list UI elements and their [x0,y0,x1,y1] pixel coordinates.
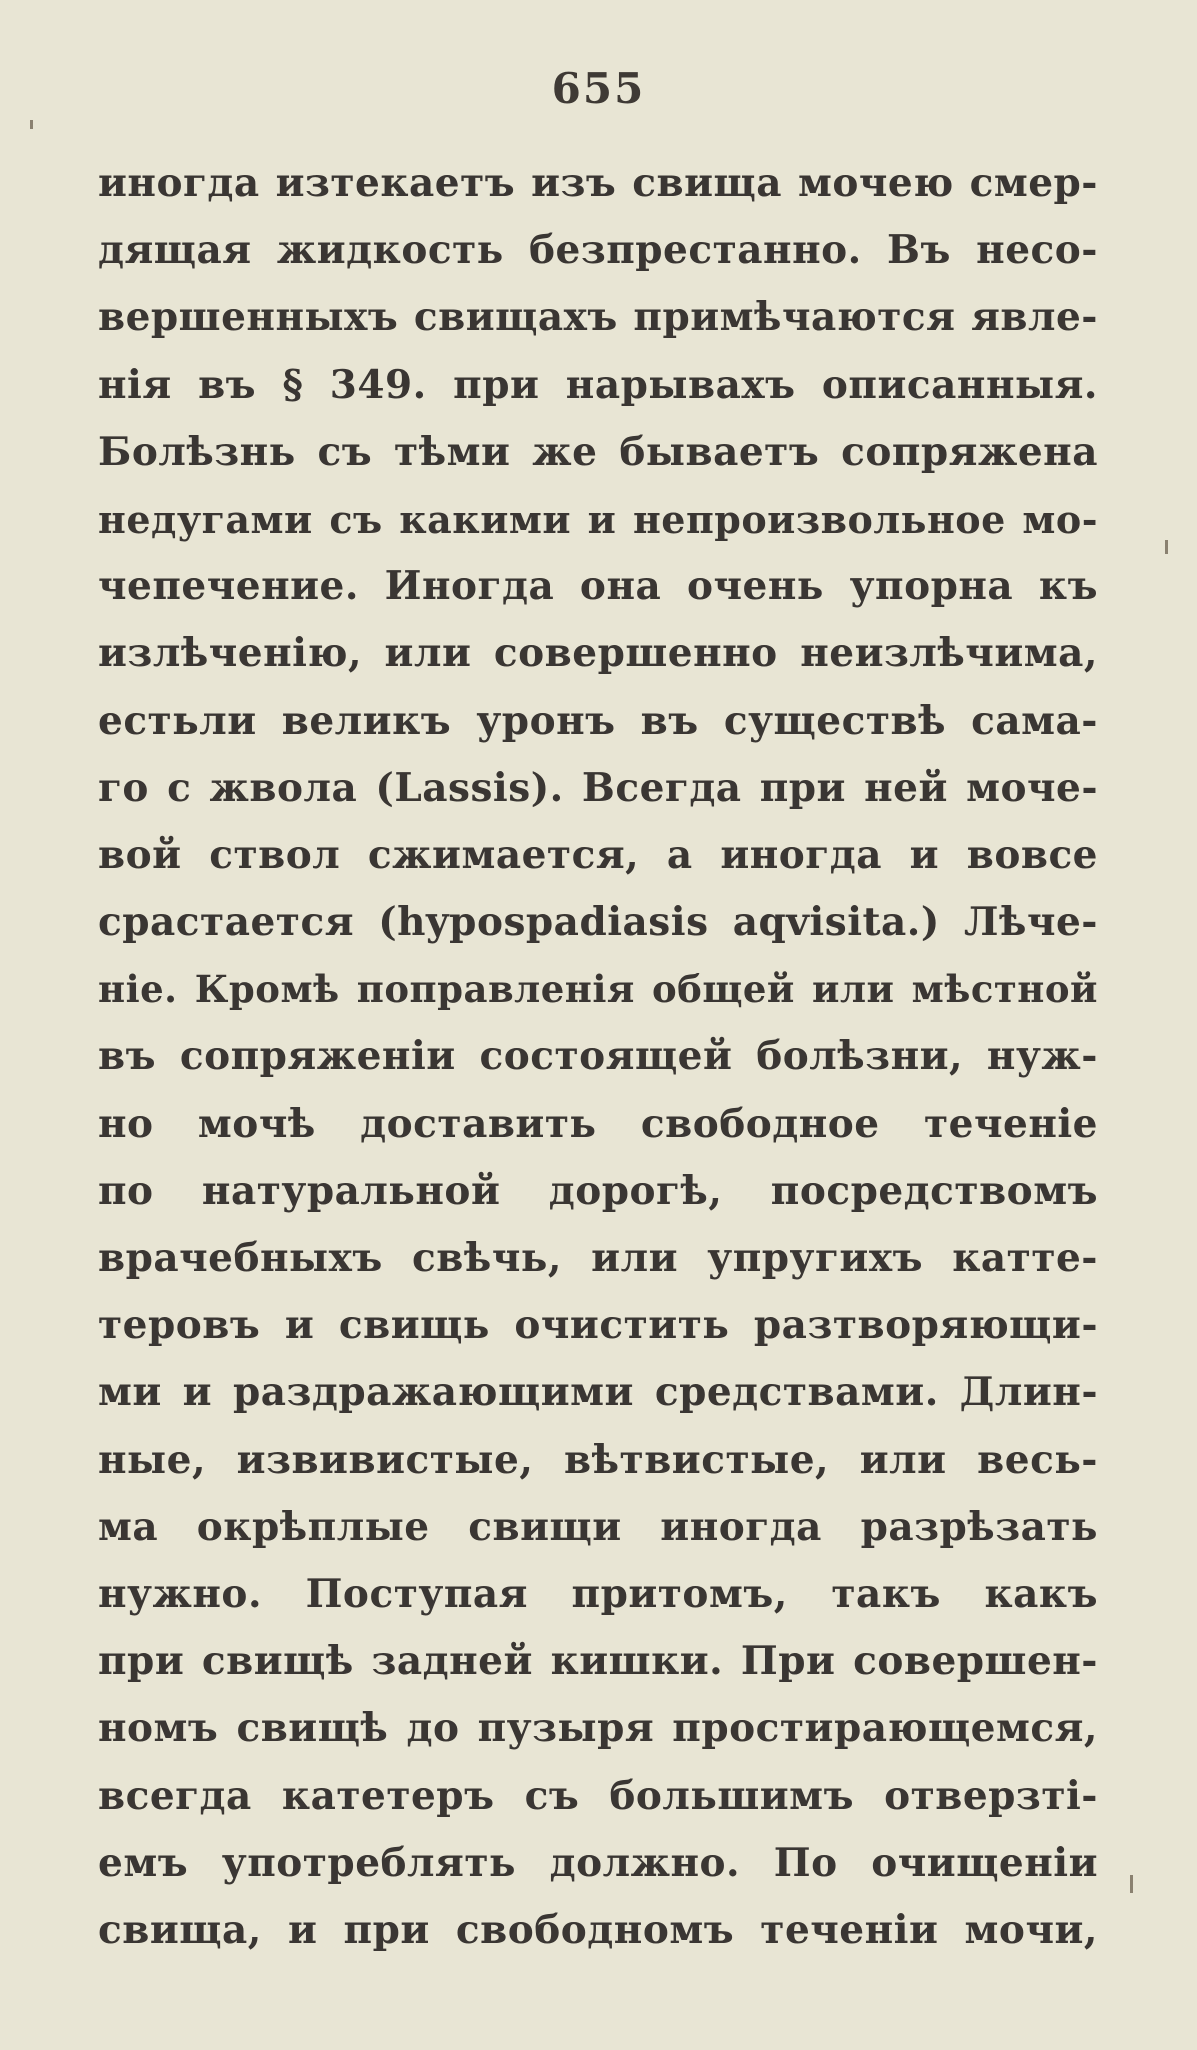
page-number: 655 [551,64,646,113]
text-line: дящая жидкость безпрестанно. Въ несо- [98,227,1098,274]
text-line: свища, и при свободномъ теченіи мочи, [98,1906,1098,1953]
text-line: емъ употреблять должно. По очищеніи [98,1839,1098,1886]
text-line: ма окрѣплые свищи иногда разрѣзать [98,1503,1098,1550]
text-line: естьли великъ уронъ въ существѣ сама- [98,697,1098,744]
text-line: чепечение. Иногда она очень упорна къ [98,563,1098,610]
text-line: при свищѣ задней кишки. При совершен- [98,1638,1098,1685]
text-line: нужно. Поступая притомъ, такъ какъ [98,1570,1098,1617]
text-line: ніе. Кромѣ поправленія общей или мѣстной [98,967,1098,1012]
text-line: но мочѣ доставить свободное теченіе [98,1100,1098,1147]
text-line: ные, извивистые, вѣтвистые, или весь- [98,1436,1098,1483]
body-text [98,150,1098,1964]
text-line: срастается (hypospadiasis aqvisita.) Лѣче- [98,899,1098,946]
paper-speck [1165,540,1168,554]
text-line: въ сопряженіи состоящей болѣзни, нуж- [98,1033,1098,1080]
text-line: теровъ и свищь очистить разтворяющи- [98,1302,1098,1349]
text-line: номъ свищѣ до пузыря простирающемся, [98,1705,1098,1752]
text-line: врачебныхъ свѣчь, или упругихъ катте- [98,1235,1098,1281]
text-line: по натуральной дорогѣ, посредствомъ [98,1167,1098,1214]
paper-speck [1130,1875,1133,1893]
text-line: ми и раздражающими средствами. Длин- [98,1369,1098,1416]
text-line: излѣченію, или совершенно неизлѣчима, [98,630,1098,677]
text-line: нія въ § 349. при нарывахъ описанныя. [98,361,1098,408]
text-line: недугами съ какими и непроизвольное мо- [98,496,1098,542]
text-line: иногда изтекаетъ изъ свища мочею смер- [98,160,1098,206]
text-line: вой ствол сжимается, а иногда и вовсе [98,831,1098,878]
text-line: го с жвола (Lassis). Всегда при ней моче- [98,764,1098,811]
text-line: Болѣзнь съ тѣми же бываетъ сопряжена [98,428,1098,475]
text-line: всегда катетеръ съ большимъ отверзті- [98,1772,1098,1819]
paper-speck [30,120,33,129]
text-line: вершенныхъ свищахъ примѣчаются явле- [98,294,1098,341]
